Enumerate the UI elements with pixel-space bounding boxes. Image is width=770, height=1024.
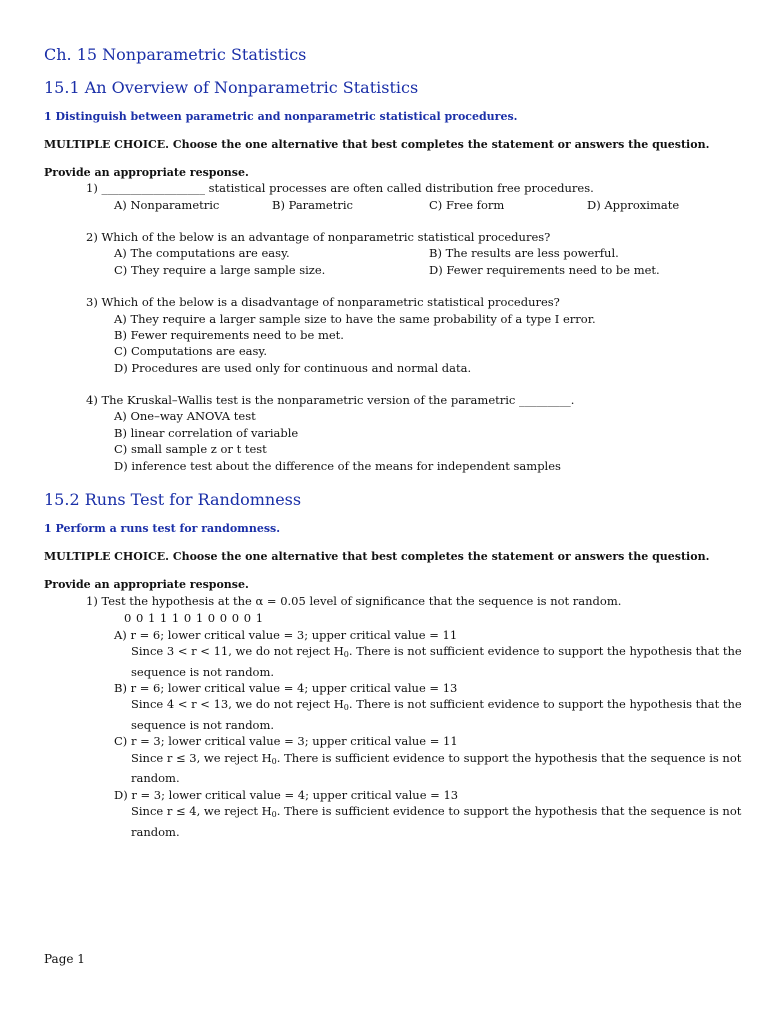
question-3-option-b: B) Fewer requirements need to be met. — [114, 328, 344, 342]
question-4-option-c: C) small sample z or t test — [114, 442, 267, 456]
chapter-title: Ch. 15 Nonparametric Statistics — [44, 45, 307, 64]
instruction-15-1: MULTIPLE CHOICE. Choose the one alternative that best completes the statement or answers the question. — [44, 138, 710, 151]
section-title-15-1: 15.1 An Overview of Nonparametric Statistics — [44, 78, 419, 97]
instruction-15-2: MULTIPLE CHOICE. Choose the one alternative that best completes the statement or answers the question. — [44, 550, 710, 563]
question-4-option-a: A) One–way ANOVA test — [114, 409, 256, 423]
question-2-option-a: A) The computations are easy. — [114, 246, 290, 260]
question-1-option-b: B) Parametric — [272, 198, 353, 212]
question-3-stem: 3) Which of the below is a disadvantage of nonparametric statistical procedures? — [86, 295, 560, 309]
runs-option-b-line1: Since 4 < r < 13, we do not reject H0. There is not sufficient evidence to support the hypothesis that the — [131, 697, 742, 712]
prompt-15-1: Provide an appropriate response. — [44, 166, 249, 179]
runs-sequence: 0 0 1 1 1 0 1 0 0 0 0 1 — [124, 611, 264, 625]
runs-option-a-line2: sequence is not random. — [131, 665, 275, 679]
section-title-15-2: 15.2 Runs Test for Randomness — [44, 490, 302, 509]
question-3-option-a: A) They require a larger sample size to have the same probability of a type I error. — [114, 312, 596, 326]
runs-question-stem: 1) Test the hypothesis at the α = 0.05 level of significance that the sequence is not random. — [86, 594, 622, 608]
runs-option-a-head: A) r = 6; lower critical value = 3; upper critical value = 11 — [114, 628, 458, 642]
question-3-option-d: D) Procedures are used only for continuous and normal data. — [114, 361, 472, 375]
runs-option-b-head: B) r = 6; lower critical value = 4; upper critical value = 13 — [114, 681, 458, 695]
question-1-option-d: D) Approximate — [587, 198, 680, 212]
question-4-option-d: D) inference test about the difference of the means for independent samples — [114, 459, 561, 473]
question-3-option-c: C) Computations are easy. — [114, 344, 268, 358]
runs-option-d-head: D) r = 3; lower critical value = 4; upper critical value = 13 — [114, 788, 459, 802]
runs-option-c-head: C) r = 3; lower critical value = 3; upper critical value = 11 — [114, 734, 458, 748]
page-number: Page 1 — [44, 952, 85, 966]
runs-option-c-line1: Since r ≤ 3, we reject H0. There is sufficient evidence to support the hypothesis that the sequence is not — [131, 751, 742, 766]
objective-15-1: 1 Distinguish between parametric and nonparametric statistical procedures. — [44, 110, 518, 123]
question-2-stem: 2) Which of the below is an advantage of nonparametric statistical procedures? — [86, 230, 551, 244]
runs-option-b-line2: sequence is not random. — [131, 718, 275, 732]
prompt-15-2: Provide an appropriate response. — [44, 578, 249, 591]
runs-option-d-line1: Since r ≤ 4, we reject H0. There is sufficient evidence to support the hypothesis that the sequence is not — [131, 804, 742, 819]
question-1-option-a: A) Nonparametric — [114, 198, 220, 212]
runs-option-c-line2: random. — [131, 771, 180, 785]
runs-option-d-line2: random. — [131, 825, 180, 839]
question-2-option-c: C) They require a large sample size. — [114, 263, 326, 277]
question-4-option-b: B) linear correlation of variable — [114, 426, 299, 440]
objective-15-2: 1 Perform a runs test for randomness. — [44, 522, 281, 535]
runs-option-a-line1: Since 3 < r < 11, we do not reject H0. There is not sufficient evidence to support the hypothesis that the — [131, 644, 742, 659]
question-4-stem: 4) The Kruskal–Wallis test is the nonparametric version of the parametric _________. — [86, 393, 575, 407]
question-1-stem: 1) __________________ statistical processes are often called distribution free procedures. — [86, 181, 594, 195]
question-1-option-c: C) Free form — [429, 198, 505, 212]
question-2-option-d: D) Fewer requirements need to be met. — [429, 263, 660, 277]
question-2-option-b: B) The results are less powerful. — [429, 246, 619, 260]
